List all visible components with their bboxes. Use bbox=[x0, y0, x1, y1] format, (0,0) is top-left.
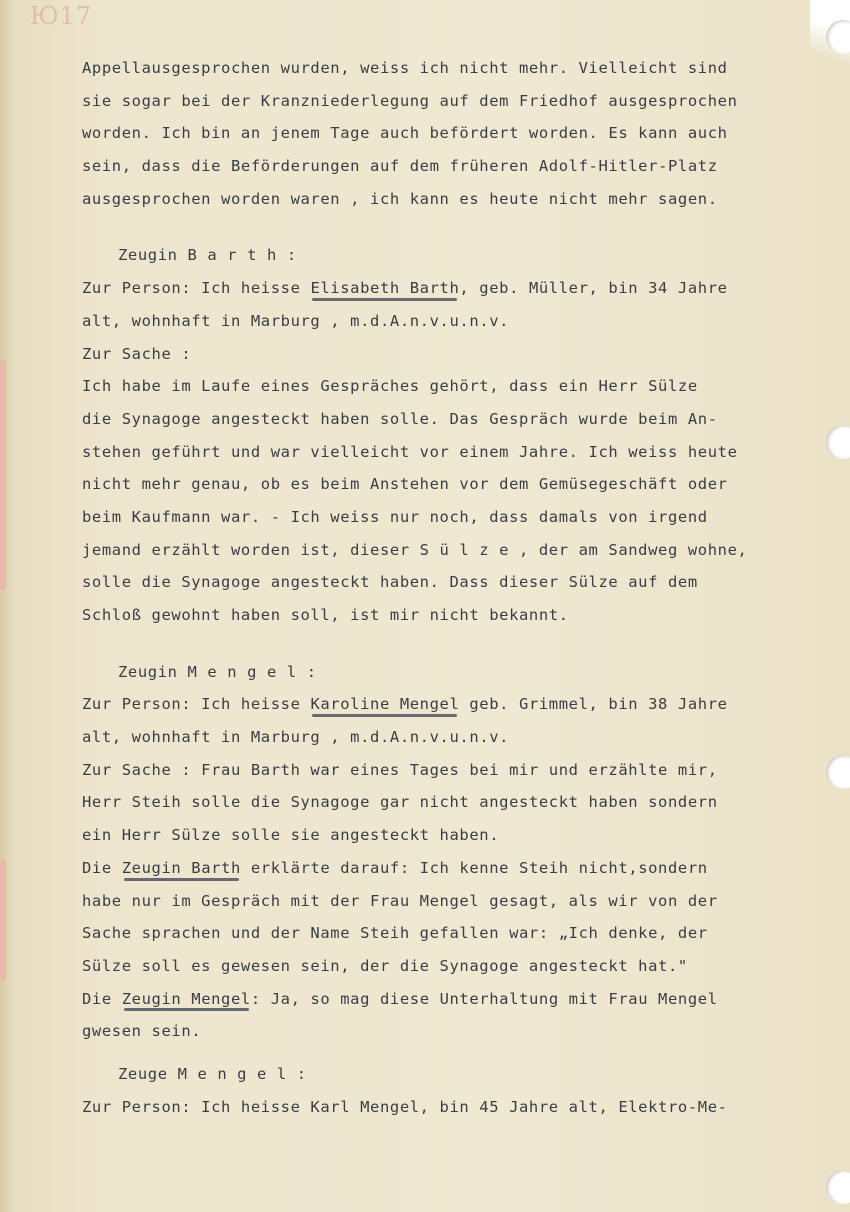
text-line: Die Zeugin Barth erklärte darauf: Ich kenne Steih nicht,sondern bbox=[82, 852, 802, 885]
text-line: sein, dass die Beförderungen auf dem früheren Adolf-Hitler-Platz bbox=[82, 157, 718, 176]
text-line: Herr Steih solle die Synagoge gar nicht angesteckt haben sondern bbox=[82, 793, 718, 812]
text-line: sie sogar bei der Kranzniederlegung auf dem Friedhof ausgesprochen bbox=[82, 91, 738, 110]
text-line: Schloß gewohnt haben soll, ist mir nicht bekannt. bbox=[82, 606, 569, 624]
text-line: gwesen sein. bbox=[82, 1022, 202, 1041]
underlined-witness: Zeugin Barth bbox=[122, 852, 241, 885]
underlined-name: Karoline Mengel bbox=[310, 688, 459, 721]
text-line: Die Zeugin Mengel: Ja, so mag diese Unterhaltung mit Frau Mengel bbox=[82, 983, 802, 1016]
witness-heading-barth: Zeugin B a r t h : bbox=[118, 246, 297, 265]
text-line: Sache sprachen und der Name Steih gefallen war: „Ich denke, der bbox=[82, 924, 708, 943]
text-line: nicht mehr genau, ob es beim Anstehen vor dem Gemüsegeschäft oder bbox=[82, 475, 728, 494]
text-line: stehen geführt und war vielleicht vor einem Jahre. Ich weiss heute bbox=[82, 442, 738, 461]
text-line: Ich habe im Laufe eines Gespräches gehört, dass ein Herr Sülze bbox=[82, 377, 698, 396]
punch-hole bbox=[826, 425, 850, 459]
punch-hole bbox=[826, 755, 850, 789]
witness-heading-mengel: Zeugin M e n g e l : bbox=[118, 662, 317, 681]
underlined-witness: Zeugin Mengel bbox=[122, 983, 251, 1016]
text-line: die Synagoge angesteckt haben solle. Das Gespräch wurde beim An- bbox=[82, 409, 718, 428]
text-line: habe nur im Gespräch mit der Frau Mengel gesagt, als wir von der bbox=[82, 891, 718, 910]
text-line: Appellausgesprochen wurden, weiss ich nicht mehr. Vielleicht sind bbox=[82, 59, 728, 77]
punch-hole bbox=[826, 1170, 850, 1204]
text-line: Zur Person: Ich heisse Elisabeth Barth, geb. Müller, bin 34 Jahre bbox=[82, 272, 802, 305]
red-margin-mark bbox=[0, 360, 6, 590]
text-line: alt, wohnhaft in Marburg , m.d.A.n.v.u.n.v. bbox=[82, 728, 510, 747]
witness-heading-karl-mengel: Zeuge M e n g e l : bbox=[118, 1064, 307, 1083]
binding-edge bbox=[0, 0, 14, 1212]
red-margin-mark bbox=[0, 860, 6, 980]
text-line: jemand erzählt worden ist, dieser S ü l z e , der am Sandweg wohne, bbox=[82, 540, 748, 559]
text-line: worden. Ich bin an jenem Tage auch befördert worden. Es kann auch bbox=[82, 124, 728, 143]
text-line: Sülze soll es gewesen sein, der die Synagoge angesteckt hat." bbox=[82, 956, 688, 975]
text-line: Zur Sache : Frau Barth war eines Tages bei mir und erzählte mir, bbox=[82, 760, 718, 779]
text-line: ein Herr Sülze solle sie angesteckt haben. bbox=[82, 826, 500, 845]
text-line: beim Kaufmann war. - Ich weiss nur noch, dass damals von irgend bbox=[82, 507, 708, 526]
text-line: solle die Synagoge angesteckt haben. Dass dieser Sülze auf dem bbox=[82, 573, 698, 592]
text-line: alt, wohnhaft in Marburg , m.d.A.n.v.u.n.v. bbox=[82, 311, 510, 330]
typewritten-text bbox=[82, 52, 802, 1123]
text-line: ausgesprochen worden waren , ich kann es heute nicht mehr sagen. bbox=[82, 189, 718, 208]
page-number-mark: Ю17 bbox=[30, 2, 93, 30]
text-line: Zur Sache : bbox=[82, 344, 192, 363]
text-line: Zur Person: Ich heisse Karoline Mengel geb. Grimmel, bin 38 Jahre bbox=[82, 688, 802, 721]
text-line: Zur Person: Ich heisse Karl Mengel, bin 45 Jahre alt, Elektro-Me- bbox=[82, 1097, 728, 1116]
underlined-name: Elisabeth Barth bbox=[310, 272, 459, 305]
